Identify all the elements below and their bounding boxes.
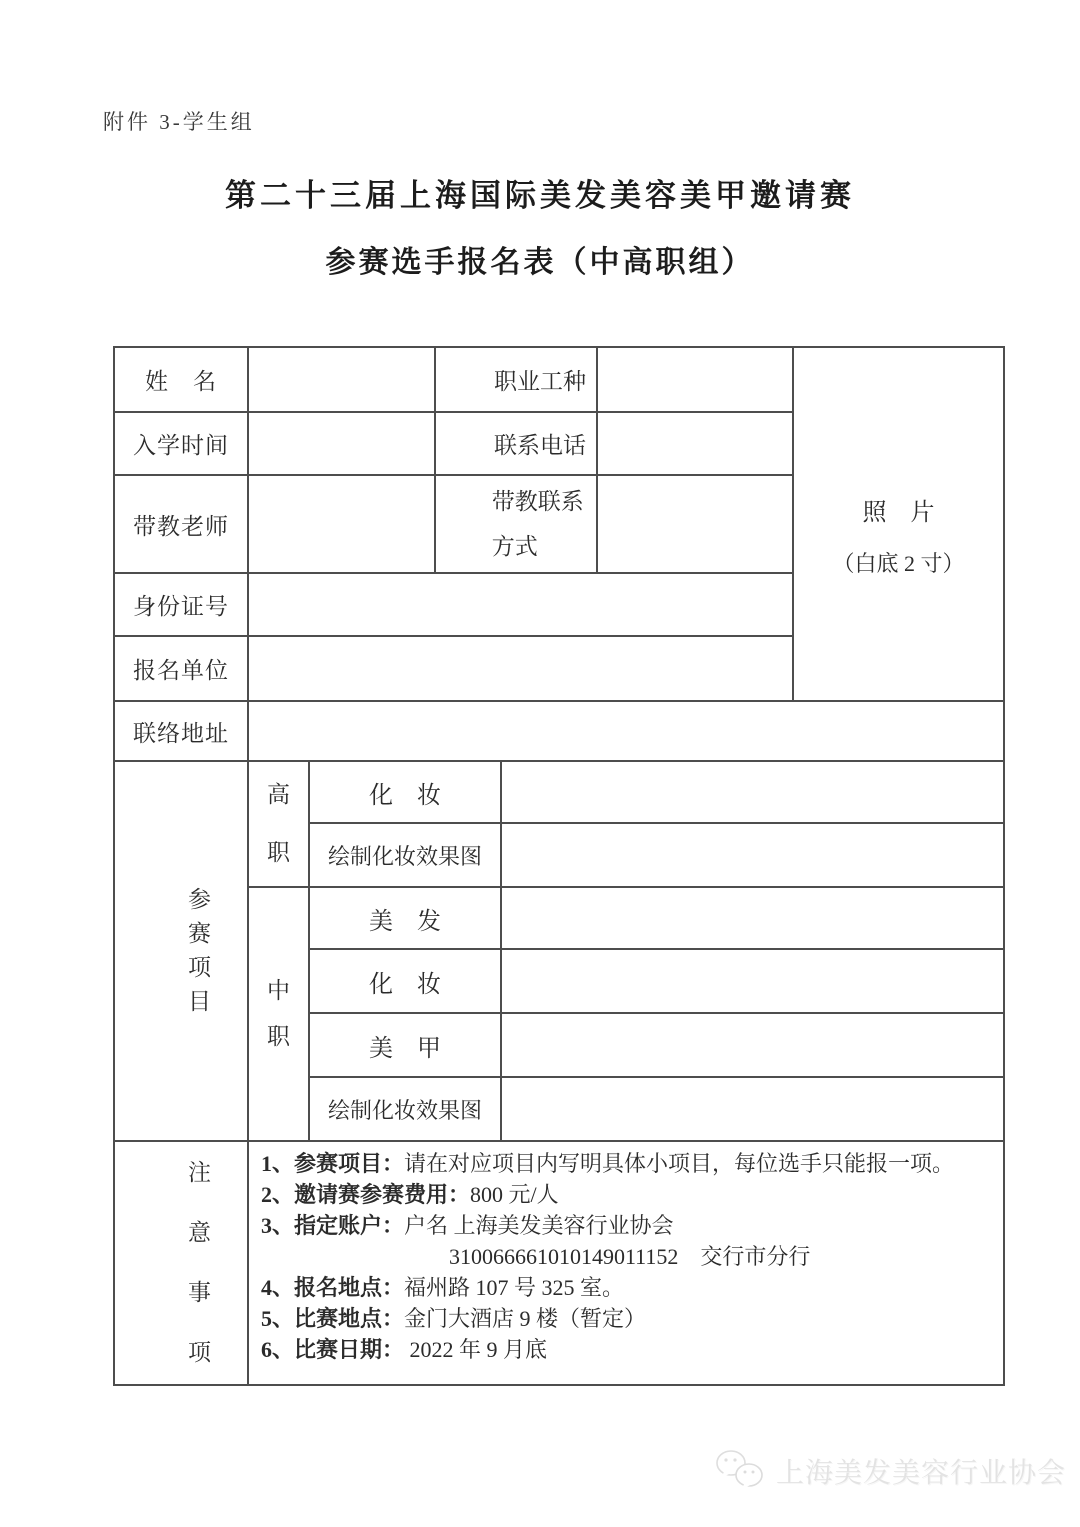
event-input-zz-makeup — [501, 949, 1004, 1013]
mentor-input-cell — [248, 475, 435, 573]
event-input-zz-nail — [501, 1013, 1004, 1077]
occupation-label: 职业工种 — [435, 347, 597, 412]
notes-content — [248, 1141, 1004, 1385]
event-label-gz-makeup-drawing: 绘制化妆效果图 — [309, 823, 501, 887]
photo-label: 照 片 — [862, 500, 935, 526]
id-number-label: 身份证号 — [114, 573, 248, 636]
note-line-6: 6、比赛日期： 2022 年 9 月底 — [261, 1337, 548, 1362]
event-input-zz-makeup-drawing — [501, 1077, 1004, 1141]
enrollment-time-input-cell — [248, 412, 435, 475]
enrollment-time-label: 入学时间 — [114, 412, 248, 475]
name-input-cell — [248, 347, 435, 412]
event-input-gz-makeup-drawing — [501, 823, 1004, 887]
contact-address-input-cell — [248, 701, 1004, 761]
row-gz-makeup — [114, 761, 1004, 823]
watermark-text: 上海美发美容行业协会 — [776, 1458, 1067, 1489]
notes-section-label — [114, 1141, 248, 1385]
photo-box-text — [794, 470, 1003, 578]
phone-label: 联系电话 — [435, 412, 597, 475]
row-contact-address — [114, 701, 1004, 761]
mentor-contact-input-cell — [597, 475, 793, 573]
events-section-label-text: 参赛项目 — [187, 887, 211, 1014]
note-line-2: 2、邀请赛参赛费用：800 元/人 — [261, 1182, 559, 1207]
event-label-zz-makeup: 化 妆 — [309, 949, 501, 1013]
document-title: 第二十三届上海国际美发美容美甲邀请赛 — [225, 178, 855, 213]
event-input-gz-makeup — [501, 761, 1004, 823]
group-label-secondary-vocational-text: 中职 — [266, 978, 290, 1049]
event-label-zz-nail: 美 甲 — [309, 1013, 501, 1077]
wechat-icon — [714, 1448, 768, 1494]
registration-unit-label: 报名单位 — [114, 636, 248, 701]
registration-form-table — [113, 346, 1005, 1386]
id-number-input-cell — [248, 573, 793, 636]
event-label-zz-hairdressing: 美 发 — [309, 887, 501, 949]
group-label-higher-vocational-text: 高职 — [266, 782, 290, 865]
note-line-1: 1、参赛项目：请在对应项目内写明具体小项目，每位选手只能报一项。 — [261, 1151, 955, 1176]
event-input-zz-hairdressing — [501, 887, 1004, 949]
registration-unit-input-cell — [248, 636, 793, 701]
notes-section-label-text: 注意事项 — [187, 1160, 211, 1365]
attachment-note: 附件 3-学生组 — [103, 110, 255, 134]
photo-box — [793, 347, 1004, 701]
note-line-4: 4、报名地点：福州路 107 号 325 室。 — [261, 1275, 625, 1300]
occupation-input-cell — [597, 347, 793, 412]
event-label-gz-makeup: 化 妆 — [309, 761, 501, 823]
name-label: 姓 名 — [114, 347, 248, 412]
note-line-account-number: 310066661010149011152 交行市分行 — [449, 1244, 811, 1269]
row-notes — [114, 1141, 1004, 1385]
contact-address-label: 联络地址 — [114, 701, 248, 761]
events-section-label — [114, 761, 248, 1141]
document-subtitle: 参赛选手报名表（中高职组） — [325, 246, 755, 279]
phone-input-cell — [597, 412, 793, 475]
footer-watermark — [714, 1448, 1066, 1494]
photo-spec-label: （白底 2 寸） — [832, 551, 965, 576]
mentor-label: 带教老师 — [114, 475, 248, 573]
mentor-contact-label-text: 带教联系方式 — [491, 489, 584, 559]
row-zz-hairdressing — [114, 887, 1004, 949]
group-label-secondary-vocational — [248, 887, 309, 1141]
note-line-5: 5、比赛地点：金门大酒店 9 楼（暂定） — [261, 1306, 647, 1331]
row-name — [114, 347, 1004, 412]
mentor-contact-label — [435, 475, 597, 573]
event-label-zz-makeup-drawing: 绘制化妆效果图 — [309, 1077, 501, 1141]
group-label-higher-vocational — [248, 761, 309, 887]
note-line-3: 3、指定账户：户名 上海美发美容行业协会 — [261, 1213, 674, 1238]
